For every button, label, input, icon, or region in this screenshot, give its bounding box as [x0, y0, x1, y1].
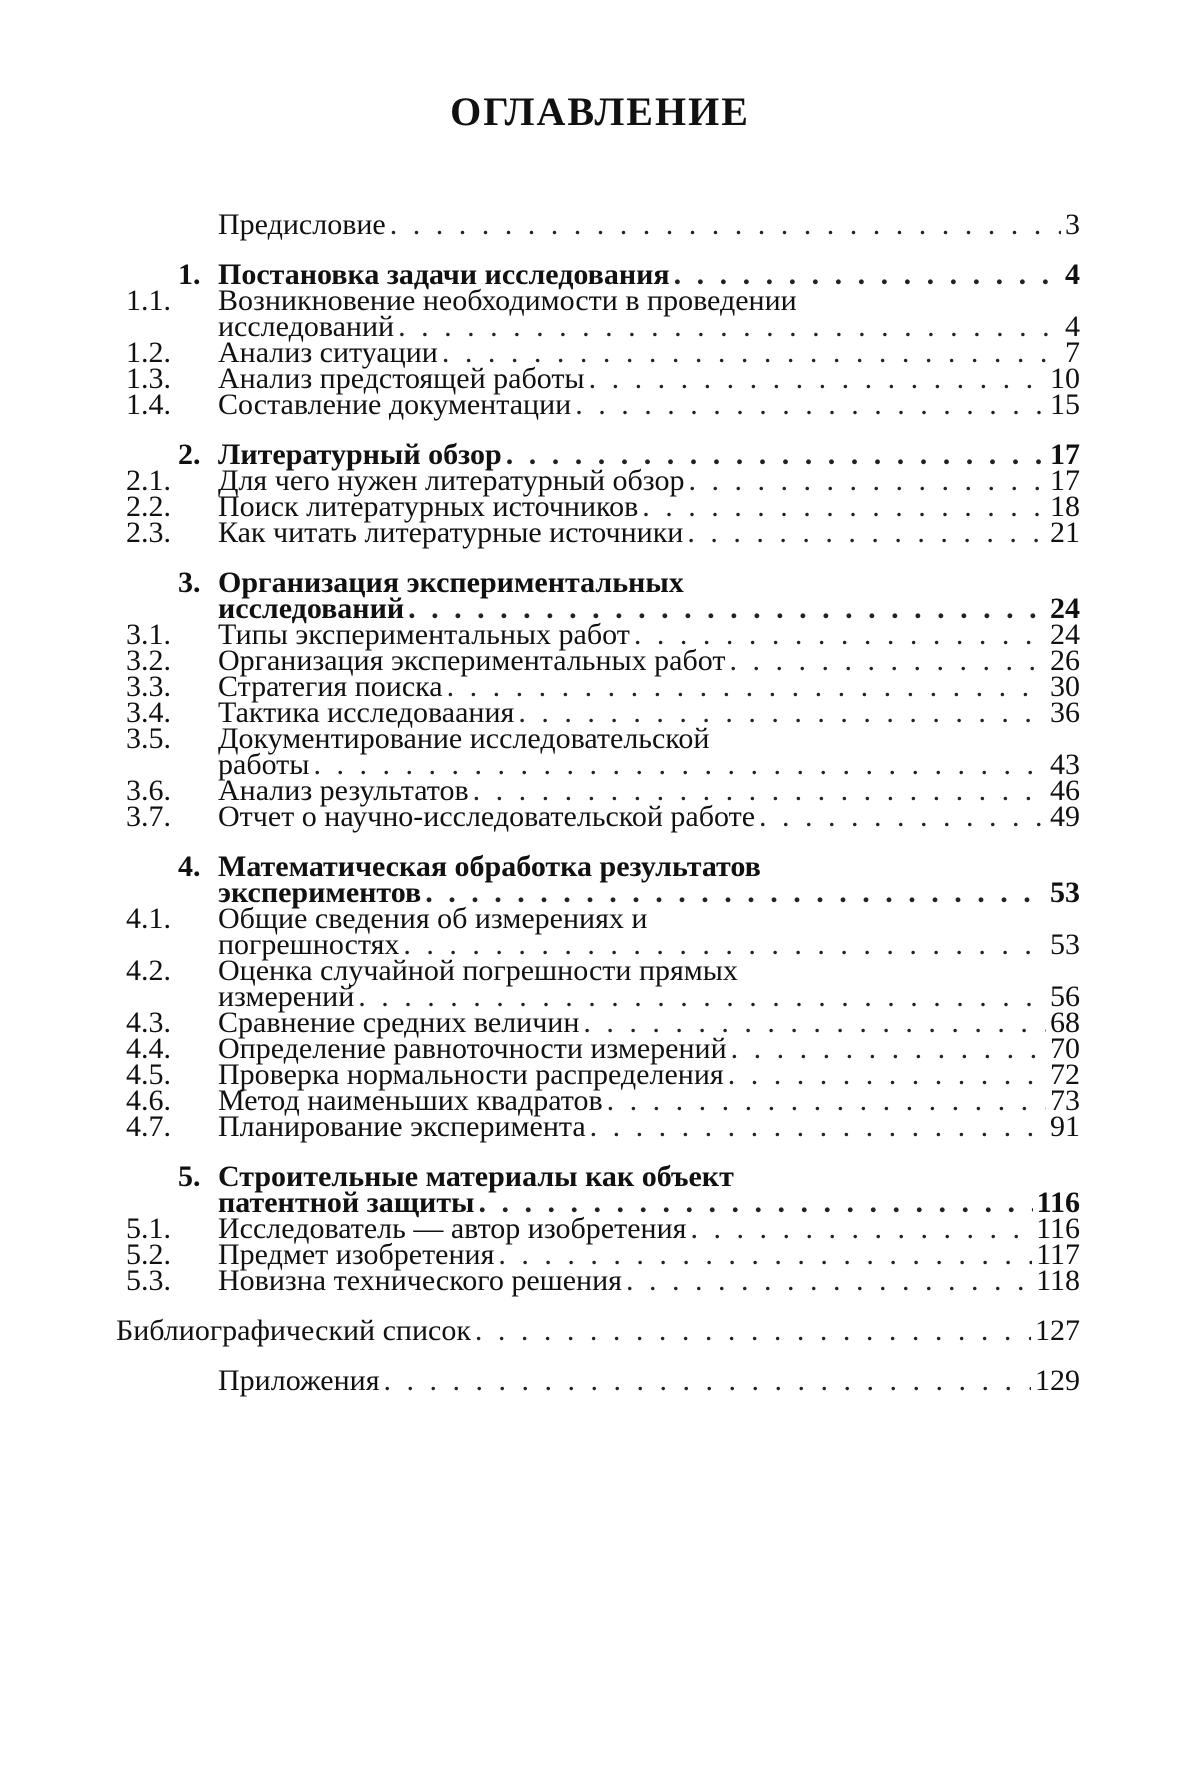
- toc-entry-number: 4.1.: [126, 902, 171, 935]
- toc-entry-page-number: 36: [1050, 696, 1080, 729]
- toc-entry-number: 4.6.: [126, 1084, 171, 1117]
- toc-entry-page-number: 68: [1050, 1006, 1080, 1039]
- toc-entry-page-number: 129: [1035, 1364, 1080, 1397]
- toc-entry-page-number: 4: [1065, 258, 1080, 291]
- toc-entry-page-number: 53: [1050, 876, 1080, 909]
- toc-entry-page-number: 4: [1065, 310, 1080, 343]
- toc-entry-page-number: 24: [1050, 592, 1080, 625]
- toc-entry-title: Определение равноточности измерений: [218, 1032, 727, 1065]
- toc-entry-page-number: 7: [1065, 336, 1080, 369]
- dot-leader: [687, 518, 1046, 548]
- toc-entry-number: 3.6.: [126, 774, 171, 807]
- toc-entry-page-number: 17: [1050, 464, 1080, 497]
- toc-entry-line: [218, 1366, 1080, 1396]
- toc-entry-title: Типы экспериментальных работ: [218, 618, 630, 651]
- toc-entry: [0, 1112, 1200, 1142]
- toc-entry-page-number: 116: [1036, 1186, 1080, 1219]
- toc-entry-number: 4.2.: [126, 954, 171, 987]
- toc-entry: [0, 1266, 1200, 1296]
- toc-entry-page-number: 116: [1036, 1212, 1080, 1245]
- toc-entry-line: [218, 518, 1080, 548]
- toc-entry-title: Анализ предстоящей работы: [218, 362, 585, 395]
- toc-entry-line: [218, 390, 1080, 420]
- toc-entry-title: Планирование эксперимента: [218, 1110, 586, 1143]
- toc-entry-line: [218, 210, 1080, 240]
- toc-entry-number: 2.2.: [126, 490, 171, 523]
- toc-entry-number: 3.7.: [126, 800, 171, 833]
- toc-entry-title: Исследователь — автор изобретения: [218, 1212, 687, 1245]
- toc-entry-title: Анализ результатов: [218, 774, 469, 807]
- toc-entry-title: Предисловие: [218, 208, 386, 241]
- toc-entry-title: Организация экспериментальных работ: [218, 644, 726, 677]
- toc-entry-number: 4.7.: [126, 1110, 171, 1143]
- toc-entry-title: Организация экспериментальных: [218, 566, 684, 599]
- toc-entry-title: Отчет о научно-исследовательской работе: [218, 800, 756, 833]
- toc-entry-number: 1.4.: [126, 388, 171, 421]
- toc-entry-title: Тактика исследоваания: [218, 696, 515, 729]
- toc-entry-title: Приложения: [218, 1364, 380, 1397]
- toc-entry-number: 3.3.: [126, 670, 171, 703]
- toc-entry-number: 5.3.: [126, 1264, 171, 1297]
- toc-entry: [0, 802, 1200, 832]
- toc-entry-page-number: 17: [1050, 438, 1080, 471]
- toc-entry-title: Постановка задачи исследования: [218, 258, 670, 291]
- toc-entry-page-number: 70: [1050, 1032, 1080, 1065]
- toc-entry-title: измерений: [218, 980, 355, 1013]
- toc-entry-page-number: 118: [1036, 1264, 1080, 1297]
- toc-entry-page-number: 117: [1036, 1238, 1080, 1271]
- toc-entry-number: 5.: [178, 1160, 201, 1193]
- toc-entry-title: Анализ ситуации: [218, 336, 438, 369]
- dot-leader: [759, 802, 1046, 832]
- toc-entry-title: Математическая обработка результатов: [218, 850, 761, 883]
- toc-entry-title: исследований: [218, 310, 395, 343]
- page-title: ОГЛАВЛЕНИЕ: [450, 89, 750, 134]
- toc-entry-number: 2.3.: [126, 516, 171, 549]
- toc-entry-title: Общие сведения об измерениях и: [218, 902, 648, 935]
- toc-entry-title: Как читать литературные источники: [218, 516, 684, 549]
- dot-leader: [575, 390, 1046, 420]
- toc-entry-page-number: 49: [1050, 800, 1080, 833]
- toc-entry-line: [218, 1266, 1080, 1296]
- toc-entry-page-number: 43: [1050, 748, 1080, 781]
- dot-leader: [475, 1316, 1031, 1346]
- toc-entry-title: Новизна технического решения: [218, 1264, 622, 1297]
- toc-entry-title: Составление документации: [218, 388, 572, 421]
- dot-leader: [390, 210, 1061, 240]
- toc-entry-line: [218, 1112, 1080, 1142]
- toc-entry-title: Проверка нормальности распределения: [218, 1058, 724, 1091]
- toc-entry-page-number: 21: [1050, 516, 1080, 549]
- toc-entry-title: Библиографический список: [116, 1314, 471, 1347]
- toc-entry-page-number: 26: [1050, 644, 1080, 677]
- toc-entry-number: 4.3.: [126, 1006, 171, 1039]
- dot-leader: [590, 1112, 1046, 1142]
- toc-entry-page-number: 46: [1050, 774, 1080, 807]
- toc-entry-number: 1.1.: [126, 284, 171, 317]
- toc-entry-number: 3.: [178, 566, 201, 599]
- toc-entry-title: Предмет изобретения: [218, 1238, 495, 1271]
- toc-entry-title: Строительные материалы как объект: [218, 1160, 734, 1193]
- toc-entry-number: 4.5.: [126, 1058, 171, 1091]
- toc-entry-page-number: 53: [1050, 928, 1080, 961]
- toc-entry-title: Сравнение средних величин: [218, 1006, 580, 1039]
- toc-entry-number: 2.: [178, 438, 201, 471]
- toc-entry-page-number: 73: [1050, 1084, 1080, 1117]
- toc-entry-number: 3.5.: [126, 722, 171, 755]
- dot-leader: [626, 1266, 1032, 1296]
- toc-entry-page-number: 72: [1050, 1058, 1080, 1091]
- toc-entry: [0, 210, 1200, 240]
- toc-entry-number: 1.: [178, 258, 201, 291]
- toc-entry-title: Документирование исследовательской: [218, 722, 710, 755]
- toc-entry-page-number: 15: [1050, 388, 1080, 421]
- toc-entry-title: Стратегия поиска: [218, 670, 443, 703]
- toc-entry: [0, 1316, 1200, 1346]
- toc-entry-title: погрешностях: [218, 928, 400, 961]
- toc-entry-page-number: 127: [1035, 1314, 1080, 1347]
- toc-entry-title: Литературный обзор: [218, 438, 502, 471]
- toc-entry-title: Метод наименьших квадратов: [218, 1084, 603, 1117]
- toc-entry-title: патентной защиты: [218, 1186, 475, 1219]
- toc-entry-title: исследований: [218, 592, 405, 625]
- toc-entry-line: [218, 802, 1080, 832]
- toc-entry-number: 4.: [178, 850, 201, 883]
- dot-leader: [384, 1366, 1032, 1396]
- toc-entry-page-number: 3: [1065, 208, 1080, 241]
- toc-entry-number: 2.1.: [126, 464, 171, 497]
- toc-entry-title: Возникновение необходимости в проведении: [218, 284, 797, 317]
- toc-entry-number: 3.4.: [126, 696, 171, 729]
- toc-entry: [0, 1366, 1200, 1396]
- toc-entry-line: [116, 1316, 1080, 1346]
- toc-entry-number: 3.2.: [126, 644, 171, 677]
- toc-entry-number: 1.2.: [126, 336, 171, 369]
- toc-entry-page-number: 91: [1050, 1110, 1080, 1143]
- toc-entry: [0, 390, 1200, 420]
- toc-entry-title: Оценка случайной погрешности прямых: [218, 954, 738, 987]
- toc-entry-title: Поиск литературных источников: [218, 490, 639, 523]
- toc-entry-page-number: 30: [1050, 670, 1080, 703]
- toc-entry-number: 5.2.: [126, 1238, 171, 1271]
- toc-entry-number: 3.1.: [126, 618, 171, 651]
- toc-entry-title: Для чего нужен литературный обзор: [218, 464, 685, 497]
- toc-entry-page-number: 18: [1050, 490, 1080, 523]
- toc-entry: [0, 518, 1200, 548]
- toc-entry-number: 1.3.: [126, 362, 171, 395]
- toc-entry-number: 5.1.: [126, 1212, 171, 1245]
- toc-entry-title: экспериментов: [218, 876, 422, 909]
- toc-entry-title: работы: [218, 748, 310, 781]
- toc-entry-page-number: 56: [1050, 980, 1080, 1013]
- toc-entry-number: 4.4.: [126, 1032, 171, 1065]
- toc-entry-page-number: 10: [1050, 362, 1080, 395]
- toc-entry-page-number: 24: [1050, 618, 1080, 651]
